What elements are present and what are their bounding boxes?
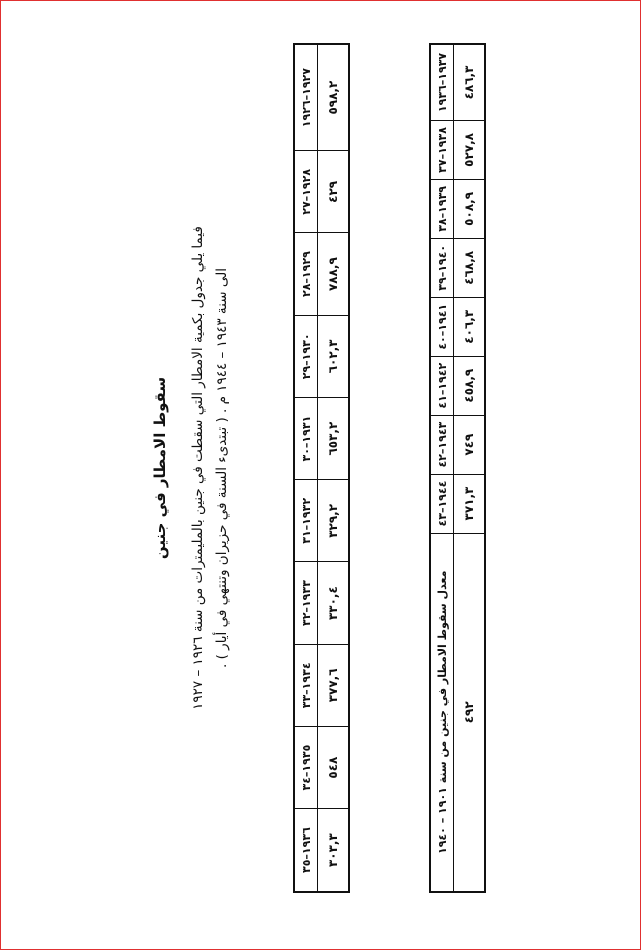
rotated-page [1, 1, 641, 950]
table-header-cell: ١٩٢٧–١٩٢٦ [294, 44, 318, 151]
table-value-cell: ٤٠٦,٣ [454, 297, 486, 356]
table-header-cell: ١٩٤٠–٣٩ [430, 238, 454, 297]
table-value-cell: ٥٩٨,٢ [318, 44, 350, 151]
table-value-cell: ٥٠٨,٩ [454, 179, 486, 238]
rainfall-table-2 [429, 43, 486, 893]
table-header-cell: ١٩٣٠–٢٩ [294, 315, 318, 397]
table-value-cell: ٣٢٩,٢ [318, 480, 350, 562]
table-header-cell: ١٩٢٨–٢٧ [294, 151, 318, 233]
table-value-cell: ٧٤٩ [454, 415, 486, 474]
average-value-cell: ٤٩٢ [454, 533, 486, 892]
table-value-cell: ٦٠٢,٣ [318, 315, 350, 397]
table-header-cell: ١٩٤١–٤٠ [430, 297, 454, 356]
paragraph-line-2: الى سنة ١٩٤٣ – ١٩٤٤ م . ( تبتدىء السنة في حزيران وتنتهي في أيار ) . [214, 268, 230, 668]
table-header-cell: ١٩٣٣–٣٢ [294, 562, 318, 644]
paragraph-line-1: فيما يلي جدول بكمية الامطار التي سقطت في جنين بالمليمترات من سنة ١٩٢٦ – ١٩٢٧ [190, 226, 206, 710]
table-header-cell: ١٩٣١–٣٠ [294, 397, 318, 479]
table-value-cell: ٣٧١,٣ [454, 474, 486, 533]
table-header-cell: ١٩٤٢–٤١ [430, 356, 454, 415]
table-value-cell: ٣٣٠,٤ [318, 562, 350, 644]
table-header-cell: ١٩٣٩–٣٨ [430, 179, 454, 238]
table-value-cell: ٤٨٦,٣ [454, 44, 486, 120]
table-value-cell: ٣٧٧,٦ [318, 644, 350, 726]
table-header-cell: ١٩٣٨–٣٧ [430, 120, 454, 179]
table-value-cell: ٦٥٣,٢ [318, 397, 350, 479]
table-header-cell: ١٩٣٧–١٩٣٦ [430, 44, 454, 120]
table-value-cell: ٤٦٨,٨ [454, 238, 486, 297]
table-value-row [454, 44, 486, 892]
table-value-cell: ٥٤٨ [318, 726, 350, 808]
table-value-cell: ٣٠٣,٣ [318, 809, 350, 892]
average-header-cell: معدل سقوط الامطار في جنين من سنة ١٩٠١ – ١٩٤٠ [430, 533, 454, 892]
table-header-cell: ١٩٣٤–٣٣ [294, 644, 318, 726]
table-header-row [294, 44, 318, 892]
table-header-cell: ١٩٣٢–٣١ [294, 480, 318, 562]
table-header-cell: ١٩٣٦–٣٥ [294, 809, 318, 892]
table-value-row [318, 44, 350, 892]
rainfall-table-1 [293, 43, 350, 893]
table-header-cell: ١٩٤٣–٤٢ [430, 415, 454, 474]
document-title: سقوط الامطار في جنين [151, 376, 169, 560]
table-header-cell: ١٩٣٥–٣٤ [294, 726, 318, 808]
table-value-cell: ٤٥٨,٩ [454, 356, 486, 415]
table-header-cell: ١٩٢٩–٢٨ [294, 233, 318, 315]
table-header-cell: ١٩٤٤–٤٣ [430, 474, 454, 533]
table-value-cell: ٤٢٩ [318, 151, 350, 233]
table-value-cell: ٥٢٧,٨ [454, 120, 486, 179]
table-header-row [430, 44, 454, 892]
table-value-cell: ٧٨٨,٩ [318, 233, 350, 315]
